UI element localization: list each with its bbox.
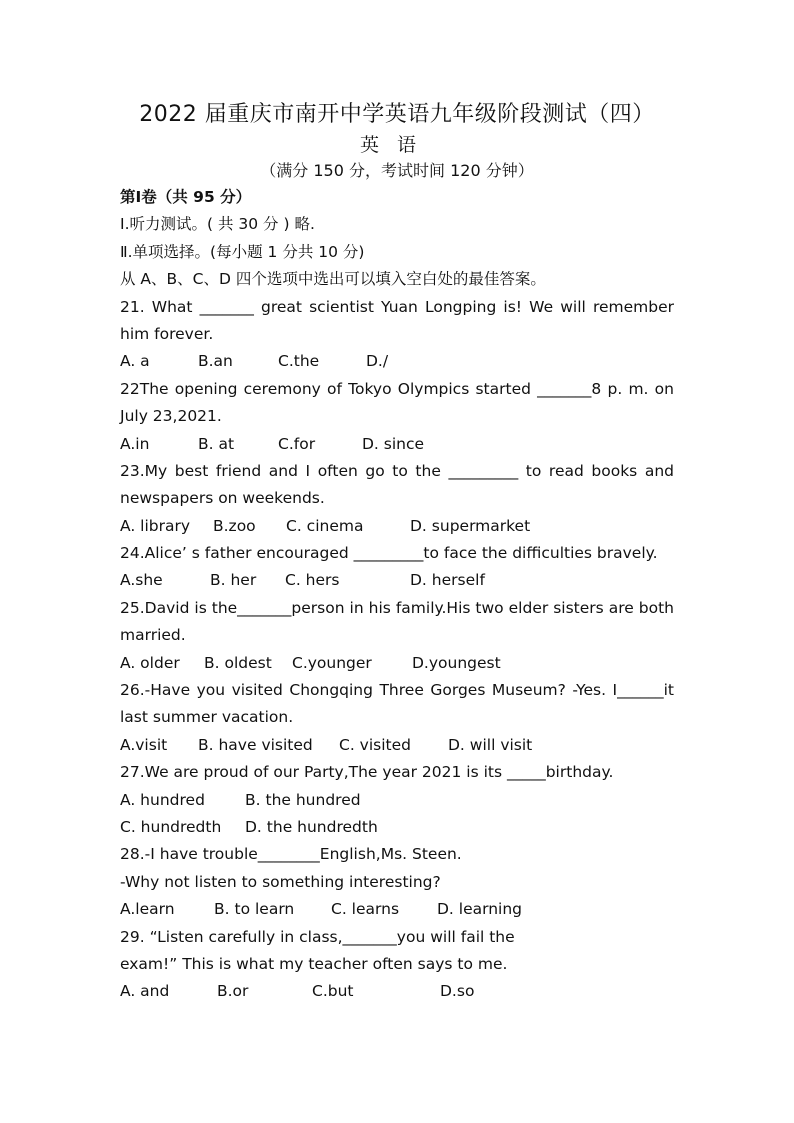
options-row: [120, 567, 674, 594]
option-c: C.but: [312, 982, 354, 1001]
options-row: [120, 896, 674, 923]
option-d: D. herself: [410, 571, 485, 590]
question-text: 24.Alice’ s father encouraged _________to face the difficulties bravely.: [120, 544, 658, 563]
options-row: [120, 978, 674, 1005]
option-d: D. the hundredth: [245, 817, 378, 836]
question-text: exam!” This is what my teacher often says to me.: [120, 954, 508, 973]
page-title: 2022 届重庆市南开中学英语九年级阶段测试（四）: [139, 102, 655, 127]
question-text: 27.We are proud of our Party,The year 2021 is its _____birthday.: [120, 763, 614, 782]
option-a: A. a: [120, 352, 150, 371]
option-a: A. older: [120, 653, 180, 672]
option-b: B. have visited: [198, 735, 313, 754]
exam-content: [120, 184, 674, 1006]
question-text: 28.-I have trouble________English,Ms. Steen.: [120, 845, 462, 864]
option-a: A.visit: [120, 735, 168, 754]
option-c: C. hers: [285, 571, 340, 590]
single-choice-heading: Ⅱ.单项选择。(每小题 1 分共 10 分): [120, 242, 365, 261]
options-row: [120, 650, 674, 677]
question-text: July 23,2021.: [120, 407, 222, 426]
options-row: [120, 431, 674, 458]
option-d: D. supermarket: [410, 516, 531, 535]
instruction: 从 A、B、C、D 四个选项中选出可以填入空白处的最佳答案。: [120, 270, 546, 289]
options-row: [120, 787, 674, 814]
question-text: 26.-Have you visited Chongqing Three Gorges Museum? -Yes. I______it: [120, 681, 674, 700]
option-c: C. visited: [339, 735, 411, 754]
question-text: 23.My best friend and I often go to the _________ to read books and: [120, 461, 674, 480]
question-text: 25.David is the_______person in his family.His two elder sisters are both: [120, 598, 674, 617]
option-a: A. hundred: [120, 790, 205, 809]
option-b: B. the hundred: [245, 790, 361, 809]
option-c: C. learns: [331, 900, 400, 919]
section-heading: 第Ⅰ卷（共 95 分）: [120, 188, 252, 206]
option-c: C. hundredth: [120, 817, 222, 836]
option-a: A.in: [120, 434, 150, 453]
option-b: B.zoo: [213, 516, 256, 535]
option-d: D.youngest: [412, 653, 501, 672]
option-a: A. and: [120, 982, 170, 1001]
subject-title: 英语: [359, 134, 434, 156]
option-c: C.younger: [292, 653, 372, 672]
option-d: D. since: [362, 434, 425, 453]
question-text: married.: [120, 626, 186, 645]
option-a: A. library: [120, 516, 191, 535]
option-d: D. will visit: [448, 735, 533, 754]
option-b: B. to learn: [214, 900, 295, 919]
options-row: [120, 348, 674, 375]
option-c: C.the: [278, 352, 320, 371]
question-text: 22The opening ceremony of Tokyo Olympics started _______8 p. m. on: [120, 379, 674, 398]
options-row: [120, 513, 674, 540]
options-row: [120, 732, 674, 759]
option-b: B.or: [217, 982, 249, 1001]
option-c: C. cinema: [286, 516, 364, 535]
listening-note: Ⅰ.听力测试。( 共 30 分 ) 略.: [120, 215, 315, 234]
question-text: him forever.: [120, 324, 214, 343]
option-d: D. learning: [437, 900, 523, 919]
score-note: （满分 150 分，考试时间 120 分钟）: [260, 161, 534, 180]
options-row: [120, 814, 674, 841]
question-text: 21. What _______ great scientist Yuan Longping is! We will remember: [120, 297, 674, 316]
question-text: newspapers on weekends.: [120, 489, 325, 508]
option-d: D./: [366, 352, 389, 371]
option-b: B.an: [198, 352, 233, 371]
question-text: -Why not listen to something interesting?: [120, 872, 441, 891]
option-a: A.she: [120, 571, 163, 590]
option-b: B. at: [198, 434, 235, 453]
question-text: 29. “Listen carefully in class,_______you will fail the: [120, 927, 515, 946]
option-b: B. oldest: [204, 653, 272, 672]
option-d: D.so: [440, 982, 475, 1001]
option-c: C.for: [278, 434, 316, 453]
question-text: last summer vacation.: [120, 708, 294, 727]
option-a: A.learn: [120, 900, 175, 919]
option-b: B. her: [210, 571, 257, 590]
